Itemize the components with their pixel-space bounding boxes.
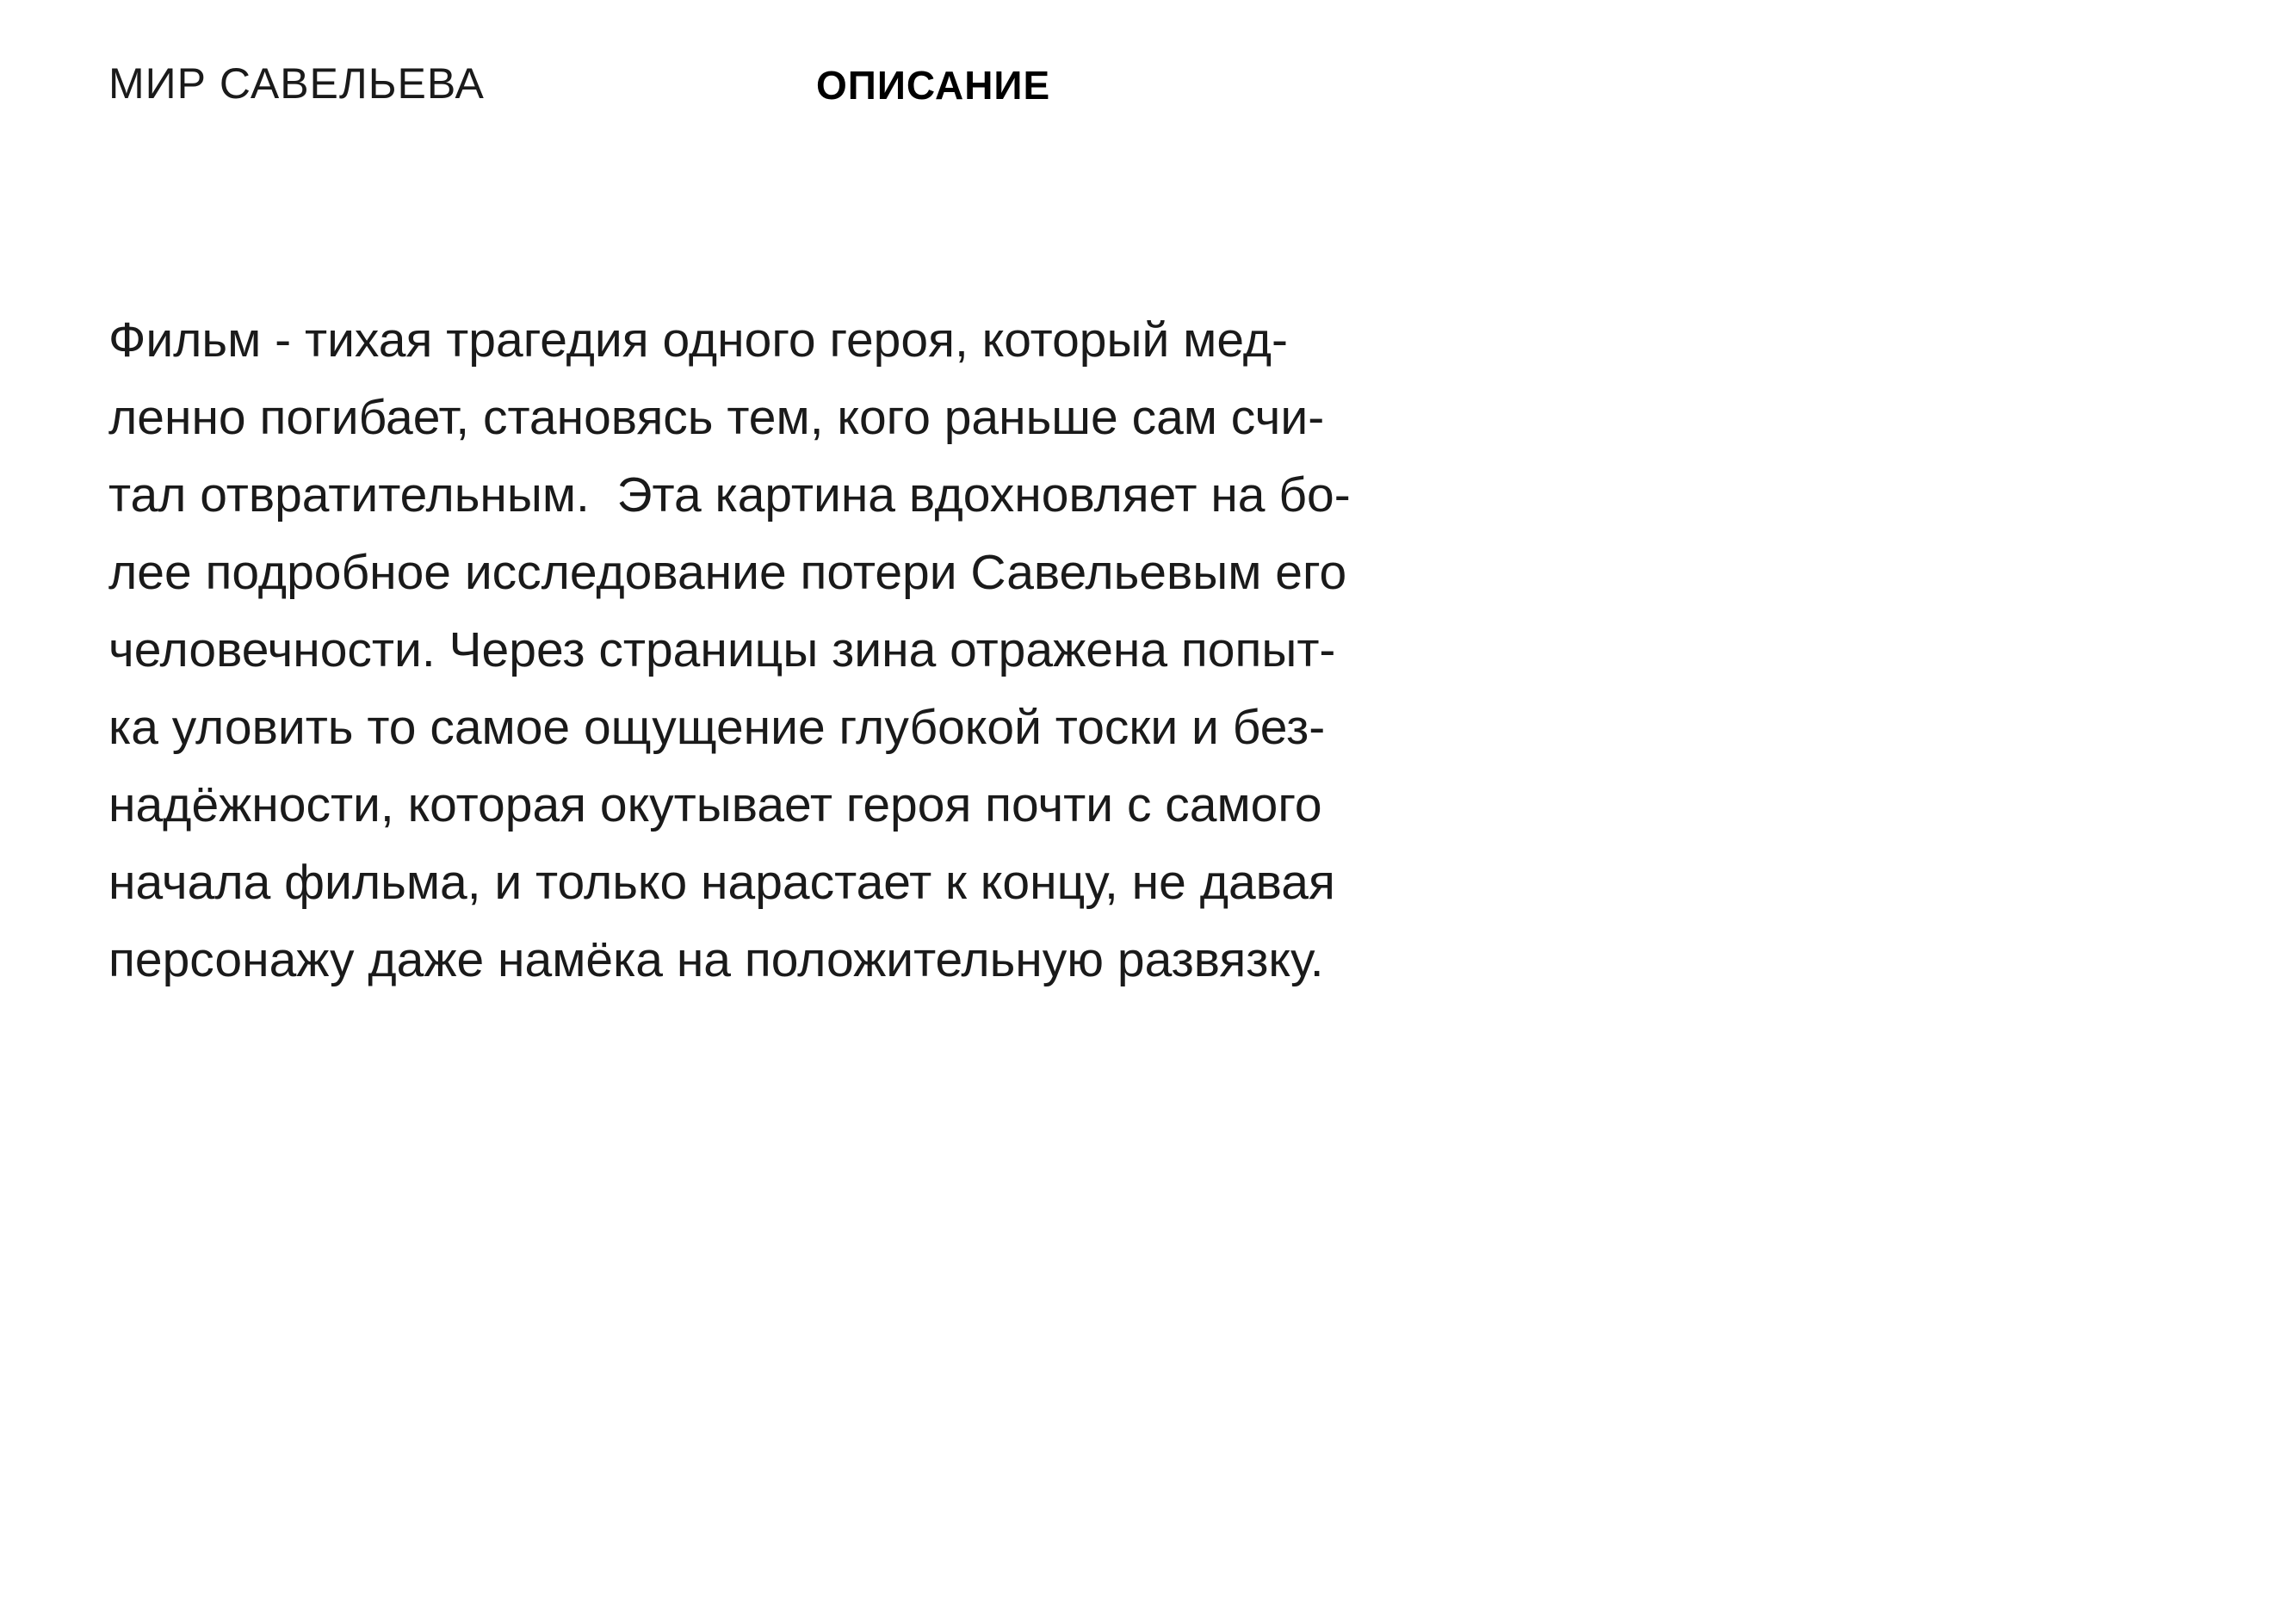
description-paragraph bbox=[108, 301, 1520, 999]
section-title: МИР САВЕЛЬЕВА bbox=[108, 59, 485, 108]
description-line: Фильм - тихая трагедия одного героя, который мед- bbox=[108, 312, 1289, 368]
description-line: надёжности, которая окутывает героя почти с самого bbox=[108, 777, 1322, 832]
description-line: ка уловить то самое ощущение глубокой тоски и без- bbox=[108, 700, 1326, 755]
description-line: персонажу даже намёка на положительную развязку. bbox=[108, 932, 1324, 987]
description-line: тал отвратительным. Эта картина вдохновляет на бо- bbox=[108, 467, 1351, 523]
description-line: человечности. Через страницы зина отражена попыт- bbox=[108, 622, 1336, 677]
description-line: ленно погибает, становясь тем, кого раньше сам счи- bbox=[108, 390, 1325, 445]
description-line: начала фильма, и только нарастает к концу, не давая bbox=[108, 855, 1335, 910]
page-heading: ОПИСАНИЕ bbox=[816, 63, 1051, 108]
description-line: лее подробное исследование потери Савельевым его bbox=[108, 545, 1347, 600]
